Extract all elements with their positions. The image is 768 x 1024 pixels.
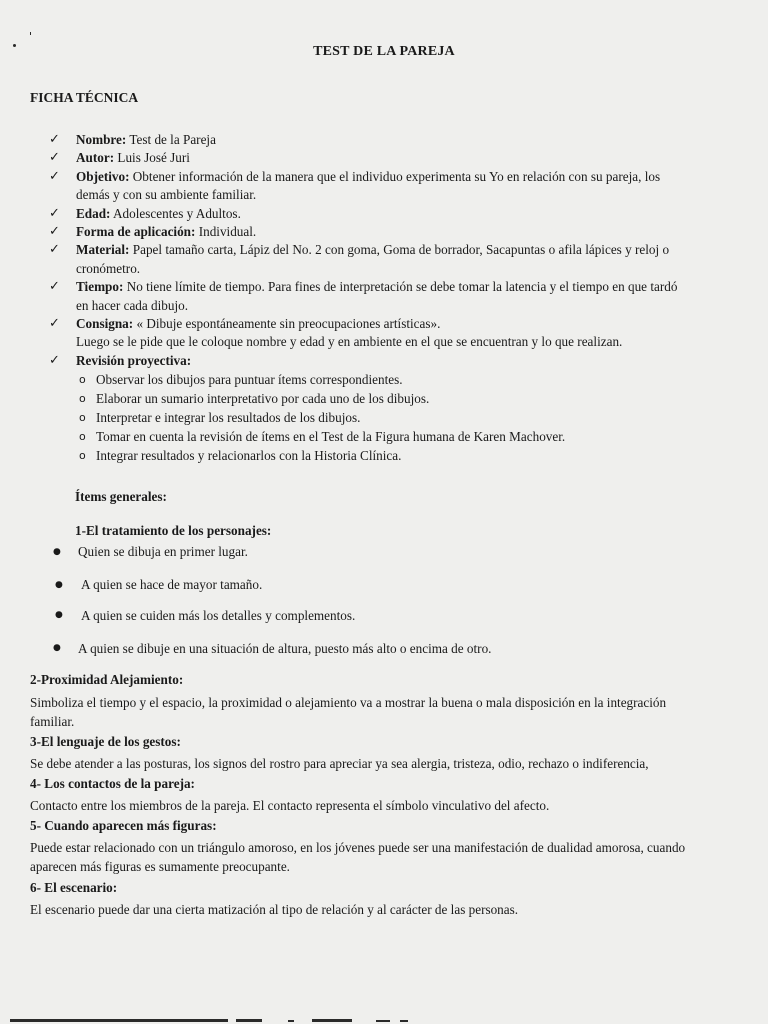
circle-bullet-icon: o	[79, 373, 86, 387]
circle-bullet-icon: o	[79, 411, 86, 425]
section2-body: Simboliza el tiempo y el espacio, la proximidad o alejamiento va a mostrar la buena o mala disposición en la integración familiar.	[30, 695, 667, 729]
section3-heading: 3-El lenguaje de los gestos:	[30, 734, 181, 749]
section4-body: Contacto entre los miembros de la pareja. El contacto representa el símbolo vinculativo del afecto.	[30, 798, 550, 813]
scan-speck	[30, 32, 31, 35]
ficha-check-list	[49, 131, 729, 465]
bullet-icon: ●	[55, 580, 63, 590]
section-heading-ficha: FICHA TÉCNICA	[30, 90, 139, 105]
check-icon: ✓	[49, 205, 60, 221]
list-item: Quien se dibuja en primer lugar.	[78, 544, 248, 559]
section6-heading: 6- El escenario:	[30, 880, 118, 895]
check-icon: ✓	[49, 316, 60, 332]
document-title: TEST DE LA PAREJA	[313, 44, 455, 59]
check-icon: ✓	[49, 279, 60, 295]
check-icon: ✓	[49, 150, 60, 166]
scan-edge-line	[376, 1020, 390, 1022]
check-icon: ✓	[49, 224, 60, 240]
check-item-consigna: ✓ Consigna: « Dibuje espontáneamente sin preocupaciones artísticas». Luego se le pide que le coloque nombre y edad y en ambiente en el que se encuentran y lo que realizan.	[49, 316, 623, 350]
list-item: A quien se hace de mayor tamaño.	[81, 577, 263, 592]
list-item: o Elaborar un sumario interpretativo por cada uno de los dibujos.	[79, 391, 430, 407]
bullet-icon: ●	[55, 610, 63, 620]
list-item: o Tomar en cuenta la revisión de ítems en el Test de la Figura humana de Karen Machover.	[79, 429, 566, 445]
circle-bullet-icon: o	[79, 430, 86, 444]
check-icon: ✓	[49, 132, 60, 147]
section5-body: Puede estar relacionado con un triángulo amoroso, en los jóvenes puede ser una manifestación de dualidad amorosa, cuando aparecen más figuras es sumamente preocupante.	[30, 840, 686, 874]
section5-heading: 5- Cuando aparecen más figuras:	[30, 818, 217, 833]
check-item-autor: ✓ Autor: Luis José Juri	[49, 149, 729, 167]
items-generales-heading: Ítems generales:	[75, 489, 167, 504]
section4-heading: 4- Los contactos de la pareja:	[30, 776, 195, 791]
circle-bullet-icon: o	[79, 449, 86, 463]
bullet-icon: ●	[53, 643, 61, 653]
scan-edge-line	[312, 1019, 352, 1022]
circle-bullet-icon: o	[79, 392, 86, 406]
revision-sub-list	[76, 370, 729, 465]
check-item-objetivo: ✓ Objetivo: Obtener información de la manera que el individuo experimenta su Yo en relación con su pareja, los demás y con su ambiente familiar.	[49, 168, 661, 203]
section3-body: Se debe atender a las posturas, los signos del rostro para apreciar ya sea alergia, tristeza, odio, rechazo o indiferencia,	[30, 756, 649, 771]
check-item-forma-aplicacion: ✓ Forma de aplicación: Individual.	[49, 223, 729, 241]
scan-edge-line	[10, 1019, 228, 1022]
check-item-edad: ✓ Edad: Adolescentes y Adultos.	[49, 205, 729, 223]
list-item: o Interpretar e integrar los resultados de los dibujos.	[79, 410, 361, 426]
check-icon: ✓	[49, 168, 60, 184]
section6-body: El escenario puede dar una cierta matización al tipo de relación y al carácter de las personas.	[30, 902, 519, 917]
scan-edge-line	[400, 1020, 408, 1022]
list-item: o Observar los dibujos para puntuar ítems correspondientes.	[79, 372, 403, 388]
bullet-icon: ●	[53, 547, 61, 557]
check-icon: ✓	[49, 242, 60, 258]
list-item: o Integrar resultados y relacionarlos con la Historia Clínica.	[79, 448, 402, 464]
list-item: A quien se cuiden más los detalles y complementos.	[81, 608, 356, 623]
check-item-material: ✓ Material: Papel tamaño carta, Lápiz del No. 2 con goma, Goma de borrador, Sacapuntas o afila lápices y reloj o cronómetro.	[49, 242, 670, 276]
check-item-revision-proyectiva: ✓ Revisión proyectiva:	[49, 352, 729, 370]
section1-heading: 1-El tratamiento de los personajes:	[75, 523, 272, 538]
check-item-tiempo: ✓ Tiempo: No tiene límite de tiempo. Para fines de interpretación se debe tomar la latencia y el tiempo en que tardó en hacer cada dibujo.	[49, 279, 678, 313]
scan-edge-line	[236, 1019, 262, 1022]
check-item-nombre: ✓ Nombre: Test de la Pareja	[49, 131, 729, 149]
check-icon: ✓	[49, 352, 60, 368]
list-item: A quien se dibuje en una situación de altura, puesto más alto o encima de otro.	[78, 641, 492, 656]
section2-heading: 2-Proximidad Alejamiento:	[30, 672, 184, 687]
scan-edge-line	[288, 1020, 294, 1022]
